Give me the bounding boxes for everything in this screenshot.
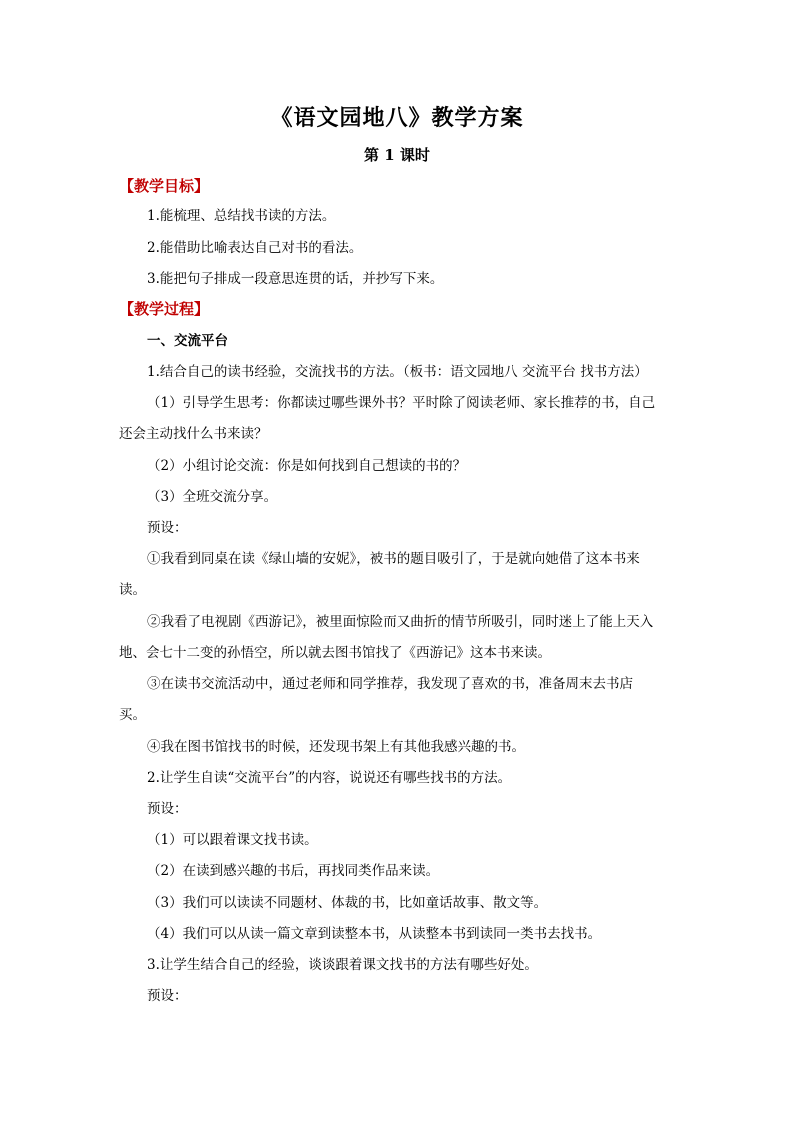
goals-heading: 【教学目标】 bbox=[119, 177, 210, 195]
page-title: 《语文园地八》教学方案 bbox=[270, 105, 524, 131]
body-line: （2）在读到感兴趣的书后，再找同类作品来读。 bbox=[147, 863, 440, 879]
process-heading: 【教学过程】 bbox=[119, 300, 210, 318]
body-line: 买。 bbox=[119, 707, 146, 723]
body-line: 预设： bbox=[147, 801, 188, 817]
body-line: 地、会七十二变的孙悟空，所以就去图书馆找了《西游记》这本书来读。 bbox=[119, 645, 551, 661]
body-line: （4）我们可以从读一篇文章到读整本书，从读整本书到读同一类书去找书。 bbox=[147, 926, 602, 942]
body-line: （3）我们可以读读不同题材、体裁的书，比如童话故事、散文等。 bbox=[147, 895, 548, 911]
body-line: 读。 bbox=[119, 582, 146, 598]
body-line: （1）可以跟着课文找书读。 bbox=[147, 832, 318, 848]
goal-item: 3.能把句子排成一段意思连贯的话，并抄写下来。 bbox=[147, 271, 444, 287]
body-line: ③在读书交流活动中，通过老师和同学推荐，我发现了喜欢的书，准备周末去书店 bbox=[147, 676, 633, 692]
body-line: ①我看到同桌在读《绿山墙的安妮》，被书的题目吸引了，于是就向她借了这本书来 bbox=[147, 551, 640, 567]
body-line: 预设： bbox=[147, 520, 188, 536]
body-line: （3）全班交流分享。 bbox=[147, 489, 278, 505]
part1-heading: 一、交流平台 bbox=[147, 333, 228, 349]
body-line: ④我在图书馆找书的时候，还发现书架上有其他我感兴趣的书。 bbox=[147, 739, 525, 755]
body-line: 3.让学生结合自己的经验，谈谈跟着课文找书的方法有哪些好处。 bbox=[147, 957, 538, 973]
body-line: 还会主动找什么书来读？ bbox=[119, 426, 268, 442]
lesson-subtitle: 第 1 课时 bbox=[364, 146, 430, 164]
body-line: 1.结合自己的读书经验，交流找书的方法。（板书：语文园地八 交流平台 找书方法） bbox=[147, 364, 648, 380]
body-line: 预设： bbox=[147, 988, 188, 1004]
body-line: 2.让学生自读“交流平台”的内容，说说还有哪些找书的方法。 bbox=[147, 770, 512, 786]
goal-item: 2.能借助比喻表达自己对书的看法。 bbox=[147, 240, 363, 256]
body-line: （2）小组讨论交流：你是如何找到自己想读的书的？ bbox=[147, 458, 467, 474]
goal-item: 1.能梳理、总结找书读的方法。 bbox=[147, 208, 336, 224]
body-line: ②我看了电视剧《西游记》，被里面惊险而又曲折的情节所吸引，同时迷上了能上天入 bbox=[147, 614, 654, 630]
body-line: （1）引导学生思考：你都读过哪些课外书？平时除了阅读老师、家长推荐的书，自己 bbox=[147, 395, 656, 411]
